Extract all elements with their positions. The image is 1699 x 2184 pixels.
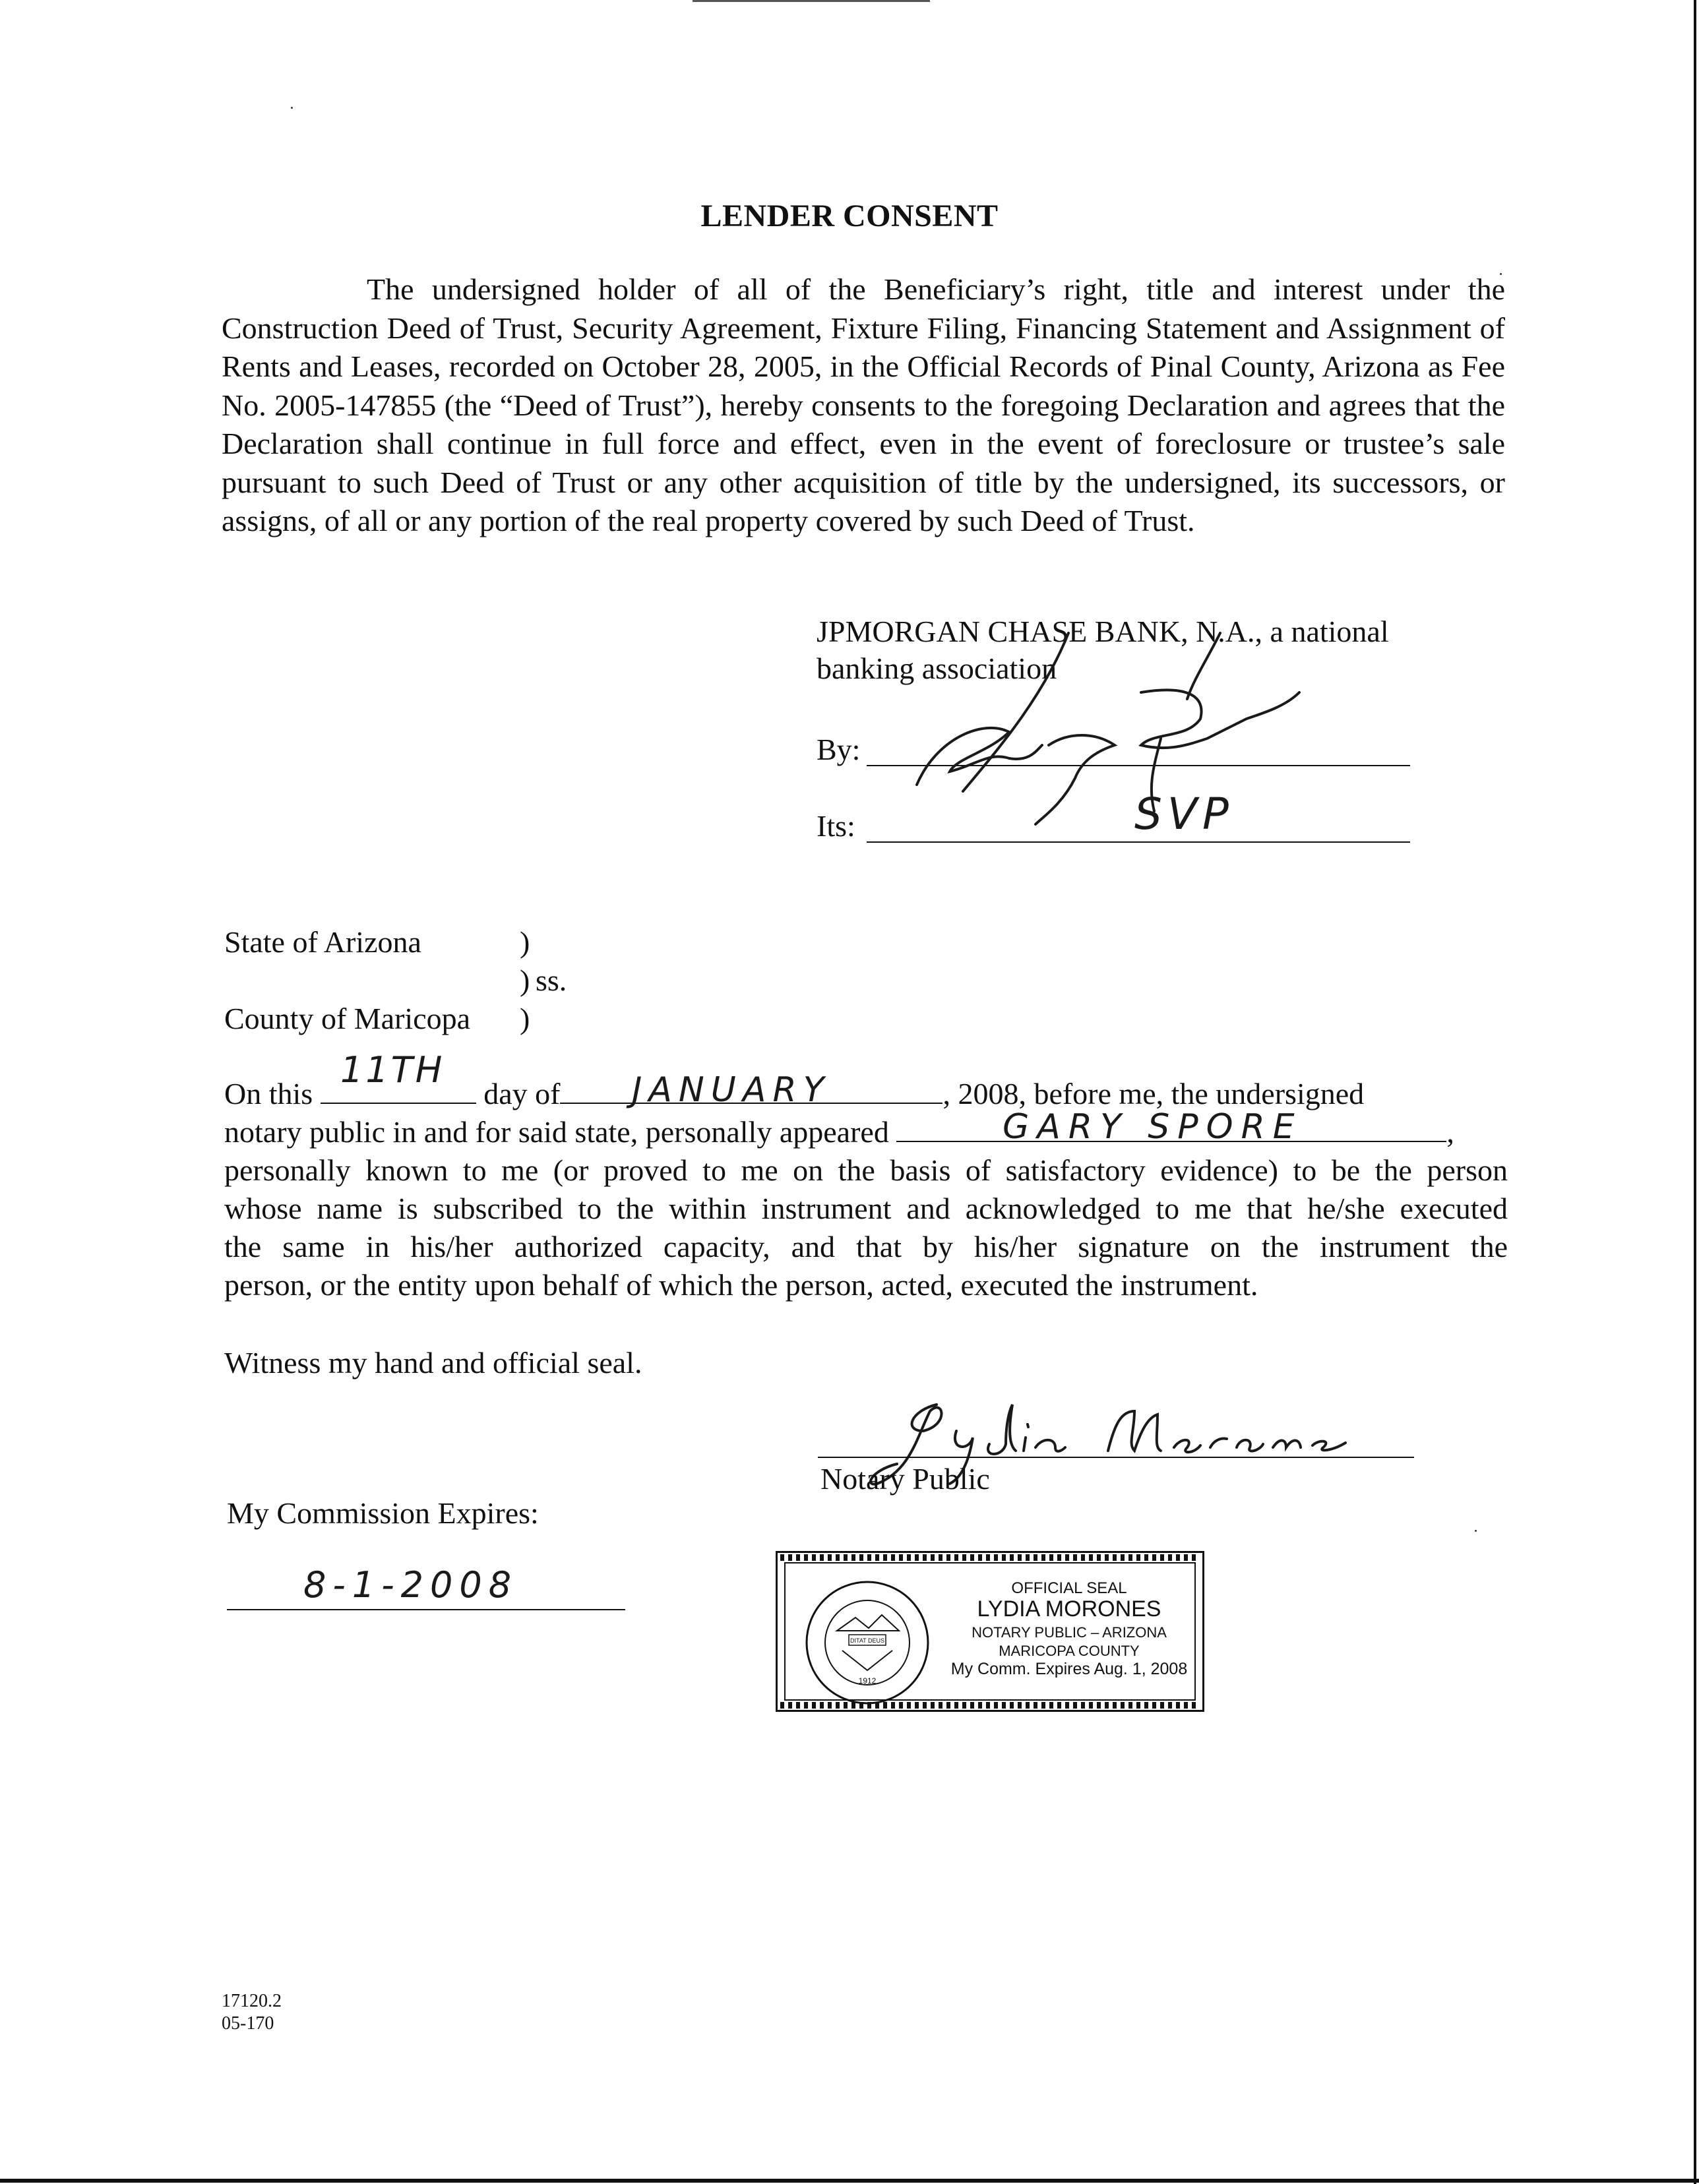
its-handwritten-title: SVP (1134, 789, 1234, 839)
ack-appeared-text: notary public in and for said state, personally appeared (224, 1115, 889, 1149)
ack-day-of: day of (483, 1077, 561, 1110)
ack-line2-comma: , (1446, 1115, 1454, 1149)
footer-code-2: 05-170 (222, 2013, 274, 2034)
scan-border-right (1694, 0, 1696, 2184)
commission-date-line (227, 1609, 625, 1610)
ack-line-2 (224, 1107, 1508, 1151)
witness-statement: Witness my hand and official seal. (224, 1346, 642, 1380)
seal-county: MARICOPA COUNTY (999, 1643, 1140, 1659)
ack-line-4: whose name is subscribed to the within instrument and acknowledged to me that he/she executed (224, 1192, 1508, 1225)
venue-ss: ss. (536, 963, 567, 997)
footer-code-1: 17120.2 (222, 1991, 282, 2011)
seal-emblem-motto: DITAT DEUS (850, 1637, 885, 1644)
venue-county: County of Maricopa (224, 1002, 471, 1035)
arizona-state-seal-emblem (803, 1578, 932, 1707)
scan-speck (291, 107, 293, 109)
its-title-line (867, 841, 1410, 843)
notary-signature-line (818, 1457, 1414, 1458)
venue-paren-1: ) (520, 925, 530, 959)
ack-on-this: On this (224, 1077, 313, 1110)
document-footer (222, 1990, 282, 2035)
seal-official-seal: OFFICIAL SEAL (1011, 1579, 1127, 1597)
ack-line-1 (224, 1049, 1508, 1113)
notary-seal-stamp (776, 1551, 1204, 1712)
handwritten-appeared-name: GARY SPORE (1003, 1107, 1303, 1147)
handwritten-commission-date: 8-1-2008 (303, 1564, 518, 1606)
seal-notary-title: NOTARY PUBLIC – ARIZONA (972, 1624, 1167, 1641)
top-scan-rule (693, 0, 930, 2)
ack-line-5: the same in his/her authorized capacity, and that by his/her signature on the instrument the (224, 1230, 1508, 1263)
commission-label: My Commission Expires: (227, 1496, 539, 1530)
by-label: By: (817, 733, 861, 766)
consent-paragraph: The undersigned holder of all of the Beneficiary’s right, title and interest under the Construction Deed of Trust, Security Agreement, Fixture Filing, Financing Statement and Assignment of Rents and Leases, recorded on October 28, 2005, in the Official Records of Pinal County, Arizona as Fee No. 2005-147855 (the “Deed of Trust”), hereby consents to the foregoing Declaration and agrees that the Declaration shall continue in full force and effect, even in the event of foreclosure or trustee’s sale pursuant to such Deed of Trust or any other acquisition of title by the undersigned, its successors, or assigns, of all or any portion of the real property covered by such Deed of Trust. (222, 272, 1505, 537)
its-label: Its: (817, 809, 855, 843)
seal-border-top (780, 1554, 1200, 1561)
scan-speck (1475, 1530, 1477, 1532)
notary-public-label: Notary Public (820, 1462, 990, 1496)
venue-paren-3: ) (520, 1002, 530, 1035)
bank-name-line2: banking association (817, 652, 1057, 685)
seal-expiry: My Comm. Expires Aug. 1, 2008 (950, 1660, 1188, 1678)
ack-year-text: , 2008, before me, the undersigned (942, 1077, 1365, 1110)
seal-emblem-year: 1912 (858, 1676, 877, 1685)
notary-acknowledgment (224, 1049, 1508, 1304)
ack-line-3: personally known to me (or proved to me on the basis of satisfactory evidence) to be the person (224, 1153, 1508, 1187)
bank-name-line1: JPMORGAN CHASE BANK, N.A., a national (817, 615, 1389, 648)
handwritten-day: 11TH (340, 1049, 445, 1091)
venue-paren-2: ) (520, 963, 530, 997)
handwritten-month: JANUARY (632, 1070, 831, 1110)
document-title: LENDER CONSENT (700, 198, 999, 233)
venue-state: State of Arizona (224, 925, 421, 959)
ack-line-6: person, or the entity upon behalf of which the person, acted, executed the instrument. (224, 1268, 1258, 1302)
seal-notary-name: LYDIA MORONES (977, 1596, 1161, 1622)
lender-handwritten-signature (877, 620, 1352, 844)
scan-border-bottom (0, 2179, 1699, 2183)
